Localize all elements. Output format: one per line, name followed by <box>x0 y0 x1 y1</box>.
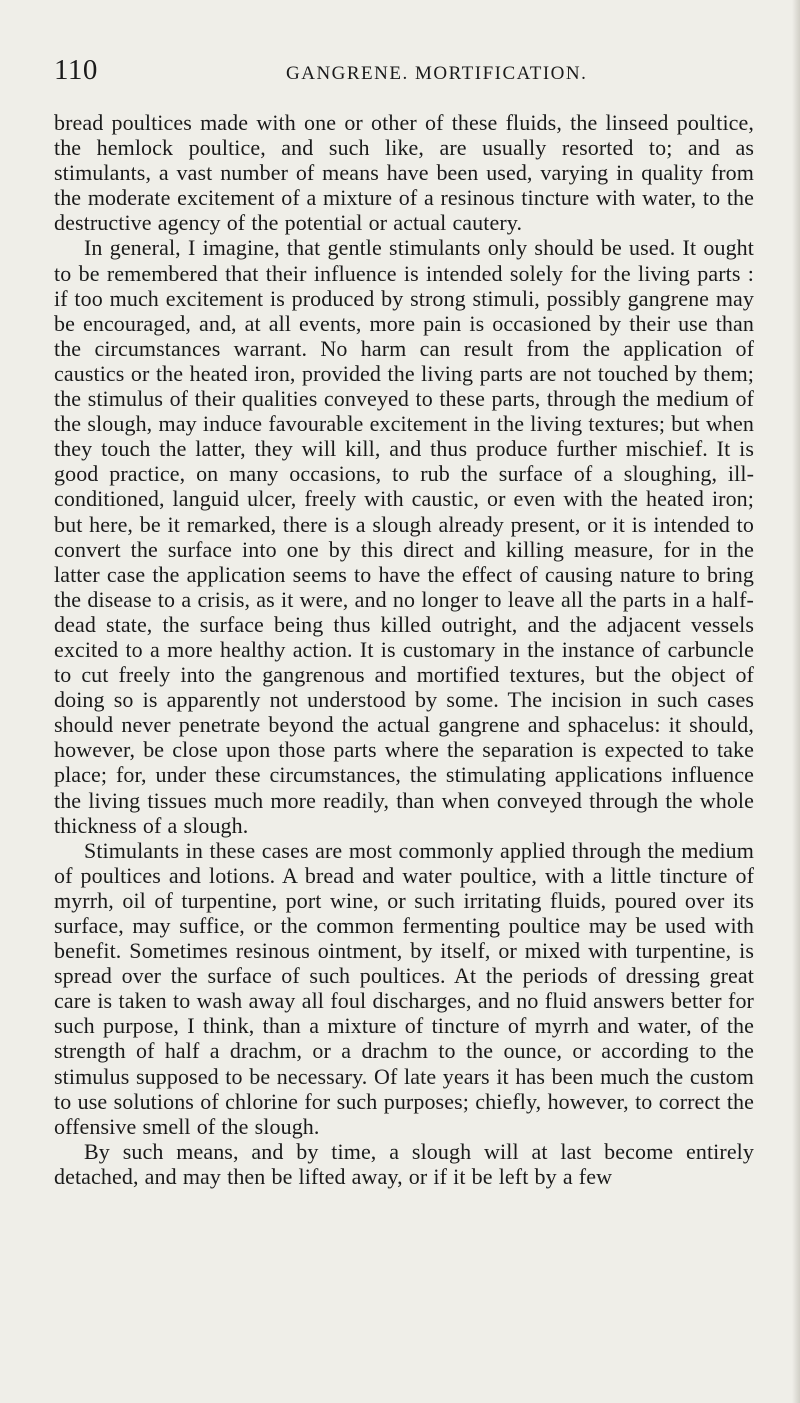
running-title: GANGRENE. MORTIFICATION. <box>286 63 588 84</box>
body-text <box>54 110 754 1189</box>
scan-edge-shadow <box>792 0 800 1403</box>
paragraph-gentle-stimulants: In general, I imagine, that gentle stimulants only should be used. It ought to be remembered that their influence is intended solely for the living parts : if too much excitement is produced by strong stimuli, possibly gangrene may be encouraged, and, at all events, more pain is occasioned by their use than the circumstances warrant. No harm can result from the application of caustics or the heated iron, provided the living parts are not touched by them; the stimulus of their qualities conveyed to these parts, through the medium of the slough, may induce favourable excitement in the living textures; but when they touch the latter, they will kill, and thus produce further mischief. It is good practice, on many occasions, to rub the surface of a sloughing, ill-conditioned, languid ulcer, freely with caustic, or even with the heated iron; but here, be it remarked, there is a slough already present, or it is intended to convert the surface into one by this direct and killing measure, for in the latter case the application seems to have the effect of causing nature to bring the disease to a crisis, as it were, and no longer to leave all the parts in a half-dead state, the surface being thus killed outright, and the adjacent vessels excited to a more healthy action. It is customary in the instance of carbuncle to cut freely into the gangrenous and mortified textures, but the object of doing so is apparently not understood by some. The incision in such cases should never penetrate beyond the actual gangrene and sphacelus: it should, however, be close upon those parts where the separation is expected to take place; for, under these circumstances, the stimulating applications influence the living tissues much more readily, than when conveyed through the whole thickness of a slough. <box>54 235 754 838</box>
paragraph-slough-detached: By such means, and by time, a slough will at last become entirely detached, and may then be lifted away, or if it be left by a few <box>54 1138 754 1189</box>
page-number: 110 <box>54 54 98 86</box>
paragraph-continuation: bread poultices made with one or other of these fluids, the linseed poultice, the hemlock poultice, and such like, are usually resorted to; and as stimulants, a vast number of means have been used, varying in quality from the moderate excitement of a mixture of a resinous tincture with water, to the destructive agency of the potential or actual cautery. <box>54 110 754 236</box>
paragraph-poultices-lotions: Stimulants in these cases are most commonly applied through the medium of poultices and lotions. A bread and water poultice, with a little tincture of myrrh, oil of turpentine, port wine, or such irritating fluids, poured over its surface, may suffice, or the common fermenting poultice may be used with benefit. Sometimes resinous ointment, by itself, or mixed with turpentine, is spread over the surface of such poultices. At the periods of dressing great care is taken to wash away all foul discharges, and no fluid answers better for such purpose, I think, than a mixture of tincture of myrrh and water, of the strength of half a drachm, or a drachm to the ounce, or according to the stimulus supposed to be necessary. Of late years it has been much the custom to use solutions of chlorine for such purposes; chiefly, however, to correct the offensive smell of the slough. <box>54 837 754 1139</box>
running-head <box>54 54 754 88</box>
